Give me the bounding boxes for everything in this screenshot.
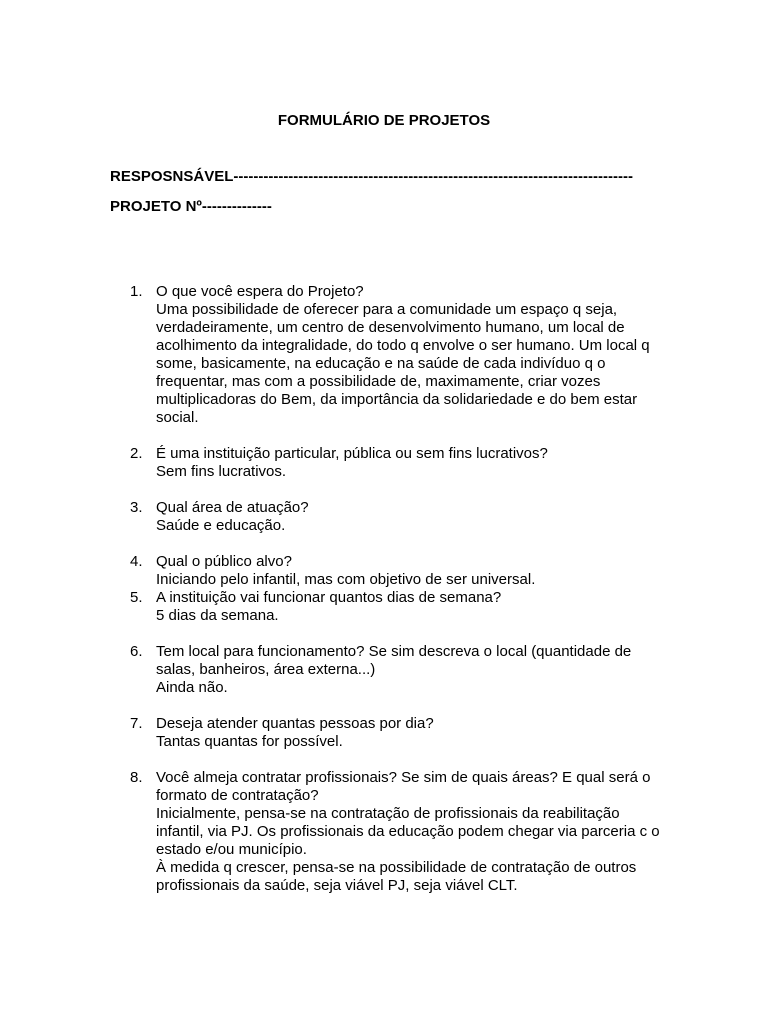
- question-number: 6.: [130, 643, 143, 660]
- question-number: 1.: [130, 283, 143, 300]
- answer-text: Tantas quantas for possível.: [156, 733, 343, 750]
- answer-text: Iniciando pelo infantil, mas com objetivo de ser universal.: [156, 571, 536, 588]
- question-number: 4.: [130, 553, 143, 570]
- question-list: [110, 283, 670, 895]
- question-number: 3.: [130, 499, 143, 516]
- question-number: 7.: [130, 715, 143, 732]
- answer-text: Ainda não.: [156, 679, 228, 696]
- question-text: Qual área de atuação?: [156, 499, 309, 516]
- answer-text: 5 dias da semana.: [156, 607, 279, 624]
- question-text: Tem local para funcionamento? Se sim descreva o local (quantidade de salas, banheiros, área externa...): [156, 643, 632, 678]
- question-number: 8.: [130, 769, 143, 786]
- answer-text: Uma possibilidade de oferecer para a comunidade um espaço q seja, verdadeiramente, um centro de desenvolvimento humano, um local de acolhimento da integralidade, do todo q envolve o ser humano. Um local q some, basicamente, na educação e na saúde de cada indivíduo q o frequentar, mas com a possibilidade de, maximamente, criar vozes multiplicadoras do Bem, da importância da solidariedade e do bem estar social.: [156, 301, 650, 426]
- answer-text: Inicialmente, pensa-se na contratação de profissionais da reabilitação infantil, via PJ. Os profissionais da educação podem chegar via parceria c o estado e/ou município.: [156, 805, 660, 858]
- page-title: FORMULÁRIO DE PROJETOS: [277, 112, 491, 129]
- question-item-1: [110, 283, 670, 427]
- question-item-7: [110, 715, 670, 751]
- question-item-8: [110, 769, 670, 895]
- question-item-6: [110, 643, 670, 697]
- question-text: A instituição vai funcionar quantos dias de semana?: [156, 589, 502, 606]
- answer-text-continued: À medida q crescer, pensa-se na possibilidade de contratação de outros profissionais da saúde, seja viável PJ, seja viável CLT.: [156, 859, 637, 894]
- question-item-4: [110, 553, 670, 589]
- question-item-2: [110, 445, 670, 481]
- responsavel-field: RESPOSNSÁVEL--------------------------------------------------------------------------------: [110, 168, 633, 185]
- question-text: O que você espera do Projeto?: [156, 283, 364, 300]
- question-item-5: [110, 589, 670, 625]
- answer-text: Saúde e educação.: [156, 517, 286, 534]
- question-text: Deseja atender quantas pessoas por dia?: [156, 715, 434, 732]
- question-text: É uma instituição particular, pública ou sem fins lucrativos?: [156, 445, 548, 462]
- projeto-number-field: PROJETO Nº--------------: [110, 198, 272, 215]
- question-number: 2.: [130, 445, 143, 462]
- question-text: Qual o público alvo?: [156, 553, 292, 570]
- answer-text: Sem fins lucrativos.: [156, 463, 287, 480]
- question-item-3: [110, 499, 670, 535]
- question-number: 5.: [130, 589, 143, 606]
- question-text: Você almeja contratar profissionais? Se sim de quais áreas? E qual será o formato de contratação?: [156, 769, 651, 804]
